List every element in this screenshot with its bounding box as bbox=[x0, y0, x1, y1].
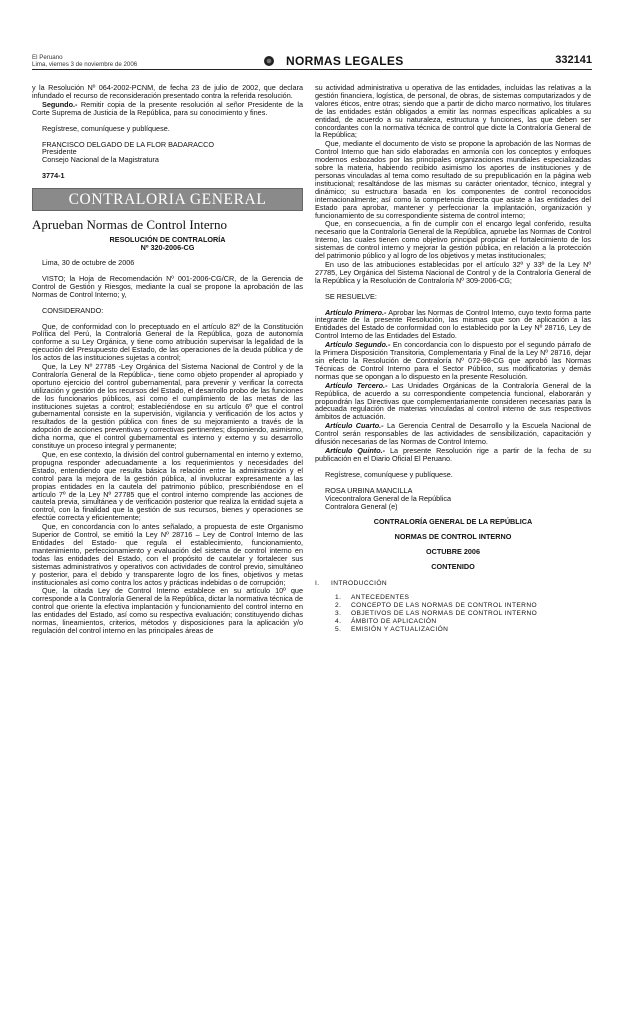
resolution-label: Segundo.- bbox=[42, 99, 78, 109]
table-of-contents bbox=[315, 580, 591, 634]
article: Artículo Primero.- Aprobar las Normas de Control Interno, cuyo texto forma parte integrante de la presente Resolución, las mismas que son de aplicación a las Entidades del Estado de conformidad con lo establecido por la Ley Nº 28716, Ley de Control Interno de las Entidades del Estado. bbox=[315, 307, 592, 341]
article-label: Artículo Primero.- bbox=[325, 307, 387, 317]
toc-section bbox=[315, 580, 591, 588]
contents-heading: CONTENIDO bbox=[431, 562, 475, 572]
paragraph: Que, de conformidad con lo preceptuado en el artículo 82º de la Constitución Política del Perú, la Contraloría General de la República, goza de autonomía conforme a su Ley Orgánica, y tiene como atribución supervisar la legalidad de la ejecución del Presupuesto del Estado, de las operaciones de la deuda pública y de los actos de las instituciones sujetas a control; bbox=[32, 321, 303, 363]
article-label: Artículo Cuarto.- bbox=[325, 421, 384, 431]
publication-info bbox=[32, 54, 137, 68]
paragraph: y la Resolución Nº 064-2002-PCNM, de fecha 23 de julio de 2002, que declara infundado el recurso de reconsideración presentado contra la referida resolución. bbox=[32, 83, 303, 100]
signatory-organization: Consejo Nacional de la Magistratura bbox=[42, 155, 159, 165]
toc-label: INTRODUCCIÓN bbox=[331, 580, 388, 588]
page-header bbox=[32, 54, 592, 80]
right-column bbox=[315, 84, 591, 634]
article: Artículo Tercero.- Las Unidades Orgánicas de la Contraloría General de la República, de acuerdo a su correspondiente competencia funcional, elaborarán y propondrán las Directivas que complementariamente consideren necesarias para la adecuada regulación de materias vinculadas al control interno de sus respectivos ámbitos de actuación. bbox=[315, 380, 591, 422]
paragraph: Que, en concordancia con lo antes señalado, a propuesta de este Organismo Superior de Control, se emitió la Ley Nº 28716 – Ley de Control Interno de las Entidades del Estado- que regula el establecimiento, funcionamiento, mantenimiento, perfeccionamiento y evaluación del sistema de control interno en todas las entidades del Estado, con el propósito de cautelar y fortalecer sus sistemas administrativos y operativos con actividades de control previo, simultáneo y posterior, para el debido y transparente logro de los fines, objetivos y metas institucionales así como contra los actos y prácticas indebidas o de corrupción; bbox=[32, 522, 303, 587]
paragraph: VISTO; la Hoja de Recomendación Nº 001-2006-CG/CR, de la Gerencia de Control de Gestión y Riesgos, mediante la cual se propone la aprobación de las Normas de Control Interno; y, bbox=[32, 273, 303, 299]
document-title: NORMAS DE CONTROL INTERNO bbox=[394, 532, 512, 542]
signatory-organization: Contralora General (e) bbox=[325, 501, 398, 511]
document-date: OCTUBRE 2006 bbox=[426, 547, 480, 557]
left-column bbox=[32, 84, 303, 636]
document-organization: CONTRALORÍA GENERAL DE LA REPÚBLICA bbox=[373, 517, 533, 527]
coat-of-arms-icon bbox=[264, 56, 274, 66]
article: Artículo Cuarto.- La Gerencia Central de Desarrollo y la Escuela Nacional de Control serán responsables de las actividades de sensibilización, capacitación y difusión necesarias de las Normas de Control Interno. bbox=[315, 421, 591, 447]
article: Artículo Quinto.- La presente Resolución rige a partir de la fecha de su publicación en el Diario Oficial El Peruano. bbox=[315, 445, 591, 463]
reference-number: 3774-1 bbox=[42, 171, 65, 181]
article-label: Artículo Tercero.- bbox=[325, 380, 388, 390]
article-label: Artículo Quinto.- bbox=[325, 445, 386, 455]
resolution-title: RESOLUCIÓN DE CONTRALORÍA Nº 320-2006-CG bbox=[109, 235, 226, 253]
closing-formula: Regístrese, comuníquese y publíquese. bbox=[42, 123, 170, 133]
signature-block bbox=[32, 141, 303, 165]
paragraph: Que, la citada Ley de Control Interno establece en su artículo 10º que corresponde a la Contraloría General de la República, dictar la normativa técnica de control que oriente la efectiva implantación y funcionamiento del control interno en las entidades del Estado, así como su respectiva evaluación; constituyendo dichas normas, lineamientos, criterios, métodos y disposiciones para la aplicación y/o regulación del control interno en las principales áreas de bbox=[32, 586, 303, 635]
toc-item: 3. OBJETIVOS DE LAS NORMAS DE CONTROL INTERNO bbox=[335, 610, 538, 618]
paragraph: Que, en ese contexto, la división del control gubernamental en interno y externo, propugna responder adecuadamente a los requerimientos y necesidades del Estado, entendiendo que resulta básica la relación entre la administración y el control para la mejora de la gestión pública, al involucrar expresamente a las propias entidades en la cautela del patrimonio público, prescribiéndose en el artículo 7º de la Ley Nº 27785 que el control interno comprende las acciones de cautela previa, simultánea y de verificación posterior que realiza la entidad sujeta a control, con la finalidad que la gestión de sus recursos, bienes y operaciones se efectúe correcta y eficientemente; bbox=[32, 450, 303, 523]
article: Artículo Segundo.- En concordancia con lo dispuesto por el segundo párrafo de la Primera Disposición Transitoria, Complementaria y Final de la Ley Nº 28716, dejar sin efecto la Resolución de Contraloría Nº 072-98-CG que aprobó las Normas Técnicas de Control Interno para el Sector Público, sus modificatorias y demás normas que se opongan a lo dispuesto en la presente Resolución. bbox=[315, 340, 591, 381]
header-rule bbox=[32, 69, 592, 70]
place-date: Lima, 30 de octubre de 2006 bbox=[42, 257, 135, 267]
paragraph: Que, en consecuencia, a fin de cumplir con el encargo legal conferido, resulta necesario que la Contraloría General de la República, apruebe las Normas de Control Interno, las cuales tienen como objetivo principal propiciar el fortalecimiento de los sistemas de control interno y mejorar la gestión pública, en relación a la protección del patrimonio público y al logro de los objetivos y metas institucionales; bbox=[315, 219, 591, 261]
section-title: NORMAS LEGALES bbox=[286, 54, 404, 68]
page-number: 332141 bbox=[555, 54, 592, 66]
signatory-name: FRANCISCO DELGADO DE LA FLOR BADARACCO bbox=[42, 139, 215, 149]
signatory-role: Vicecontralora General de la República bbox=[325, 493, 452, 503]
signatory-name: ROSA URBINA MANCILLA bbox=[325, 485, 413, 495]
toc-item: 5. EMISIÓN Y ACTUALIZACIÓN bbox=[335, 626, 449, 634]
signature-block bbox=[315, 487, 591, 511]
paragraph: Segundo.- Remitir copia de la presente resolución al señor Presidente de la Corte Suprema de Justicia de la República, para su conocimiento y fines. bbox=[32, 99, 303, 117]
considerando-heading: CONSIDERANDO: bbox=[42, 305, 104, 315]
paragraph: Que, mediante el documento de visto se propone la aprobación de las Normas de Control Interno que han sido elaboradas en armonía con los conceptos y enfoques modernos esbozados por las principales organizaciones mundiales especializadas sobre la materia, habiendo recibido asimismo los aportes de instituciones y de personas vinculadas al tema como resultado de su prepublicación en la página web institucional; resaltándose de las mismas su carácter orientador, técnico, integral y dinámico; su estructura basada en los componentes de control reconocidos internacionalmente; así como la competencia directa que asiste a las entidades del Estado para aprobar, mantener y perfeccionar la implantación, organización y funcionamiento de su correspondiente sistema de control interno; bbox=[315, 139, 591, 220]
article-headline: Aprueban Normas de Control Interno bbox=[32, 217, 227, 233]
section-banner: CONTRALORIA GENERAL bbox=[32, 188, 303, 211]
toc-item: 4. ÁMBITO DE APLICACIÓN bbox=[335, 618, 437, 626]
article-label: Artículo Segundo.- bbox=[325, 340, 391, 350]
toc-item: 1. ANTECEDENTES bbox=[335, 594, 410, 602]
signatory-role: Presidente bbox=[42, 147, 77, 157]
publication-name: El Peruano bbox=[32, 54, 63, 61]
paragraph: Que, la Ley Nº 27785 -Ley Orgánica del Sistema Nacional de Control y de la Contraloría General de la República-, tiene como objeto propender al apropiado y oportuno ejercicio del control gubernamental, para prevenir y verificar la correcta utilización y gestión de los recursos del Estado, el desarrollo probo de las funciones de los funcionarios públicos, así como el cumplimiento de las metas de las instituciones sujetas a control; estableciéndose en su artículo 6º que el control gubernamental consiste en la supervisión, vigilancia y verificación de los actos y resultados de la gestión pública con fines de su mejoramiento a través de la adopción de acciones preventivas y correctivas pertinentes; disponiendo, asimismo, dicha norma, que el control gubernamental es interno y externo y su desarrollo constituye un proceso integral y permanente; bbox=[32, 362, 303, 451]
resolve-heading: SE RESUELVE: bbox=[325, 291, 377, 301]
paragraph: su actividad administrativa u operativa de las entidades, incluidas las relativas a la gestión financiera, logística, de personal, de obras, de sistemas computarizados y de valores éticos, entre otras; siendo que a partir de dicho marco normativo, los titulares de las entidades están obligados a emitir las normas específicas aplicables a su entidad, de acuerdo a su naturaleza, estructura y funciones, las que deben ser concordantes con la normativa técnica de control que dicte la Contraloría General de la República; bbox=[315, 83, 591, 140]
toc-number: I. bbox=[315, 580, 320, 588]
closing-formula: Regístrese, comuníquese y publíquese. bbox=[325, 469, 453, 479]
publication-date: Lima, viernes 3 de noviembre de 2006 bbox=[32, 61, 138, 69]
paragraph: En uso de las atribuciones establecidas por el artículo 32º y 33º de la Ley Nº 27785, Ley Orgánica del Sistema Nacional de Control y de la Contraloría General de la República y la Resolución de Contraloría Nº 309-2006-CG; bbox=[315, 259, 591, 285]
toc-item: 2. CONCEPTO DE LAS NORMAS DE CONTROL INTERNO bbox=[335, 602, 538, 610]
